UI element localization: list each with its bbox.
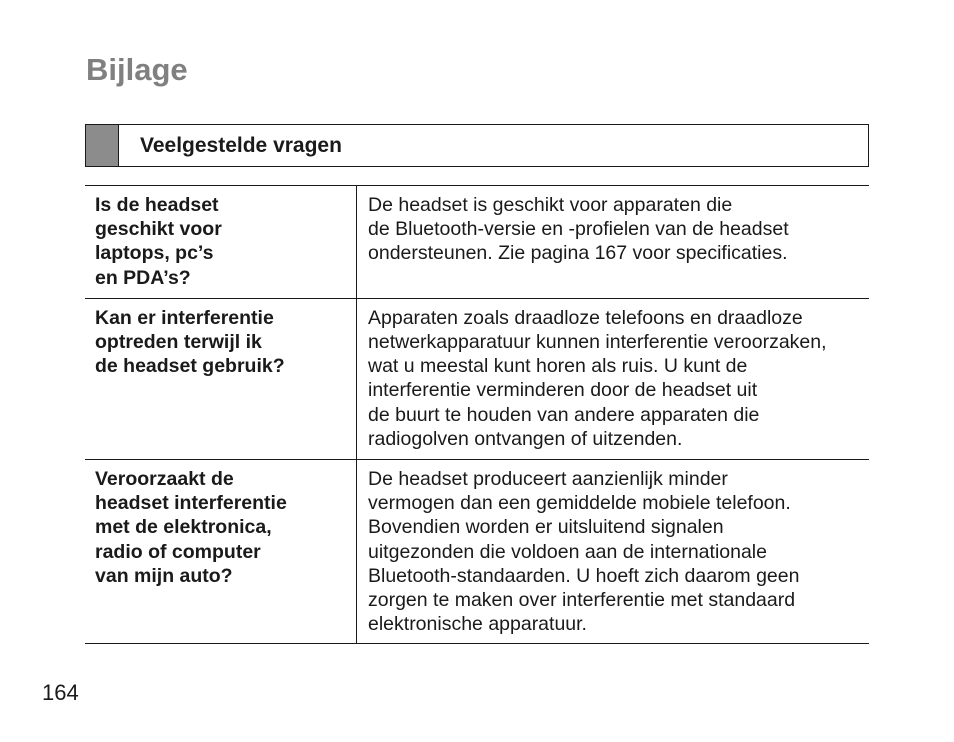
section-marker xyxy=(86,125,119,166)
faq-question: Is de headset geschikt voor laptops, pc’s en PDA’s? xyxy=(85,186,357,299)
faq-answer: De headset produceert aanzienlijk minder vermogen dan een gemiddelde mobiele telefoon. Bovendien worden er uitsluitend signalen uitgezonden die voldoen aan de internationale Bluetooth-standaarden. U hoeft zich daarom geen zorgen te maken over interferentie met standaard elektronische apparatuur. xyxy=(357,460,870,644)
faq-row xyxy=(85,186,869,299)
faq-row xyxy=(85,298,869,459)
faq-answer: De headset is geschikt voor apparaten die de Bluetooth-versie en -profielen van de headset ondersteunen. Zie pagina 167 voor specificaties. xyxy=(357,186,870,299)
page-title: Bijlage xyxy=(86,52,188,87)
faq-table xyxy=(85,185,869,644)
section-title: Veelgestelde vragen xyxy=(140,133,342,157)
faq-question: Veroorzaakt de headset interferentie met de elektronica, radio of computer van mijn auto? xyxy=(85,460,357,644)
faq-question: Kan er interferentie optreden terwijl ik de headset gebruik? xyxy=(85,298,357,459)
section-header xyxy=(85,124,869,167)
faq-answer: Apparaten zoals draadloze telefoons en draadloze netwerkapparatuur kunnen interferentie veroorzaken, wat u meestal kunt horen als ruis. U kunt de interferentie verminderen door de headset uit de buurt te houden van andere apparaten die radiogolven ontvangen of uitzenden. xyxy=(357,298,870,459)
page-number: 164 xyxy=(42,680,79,705)
faq-row xyxy=(85,460,869,644)
